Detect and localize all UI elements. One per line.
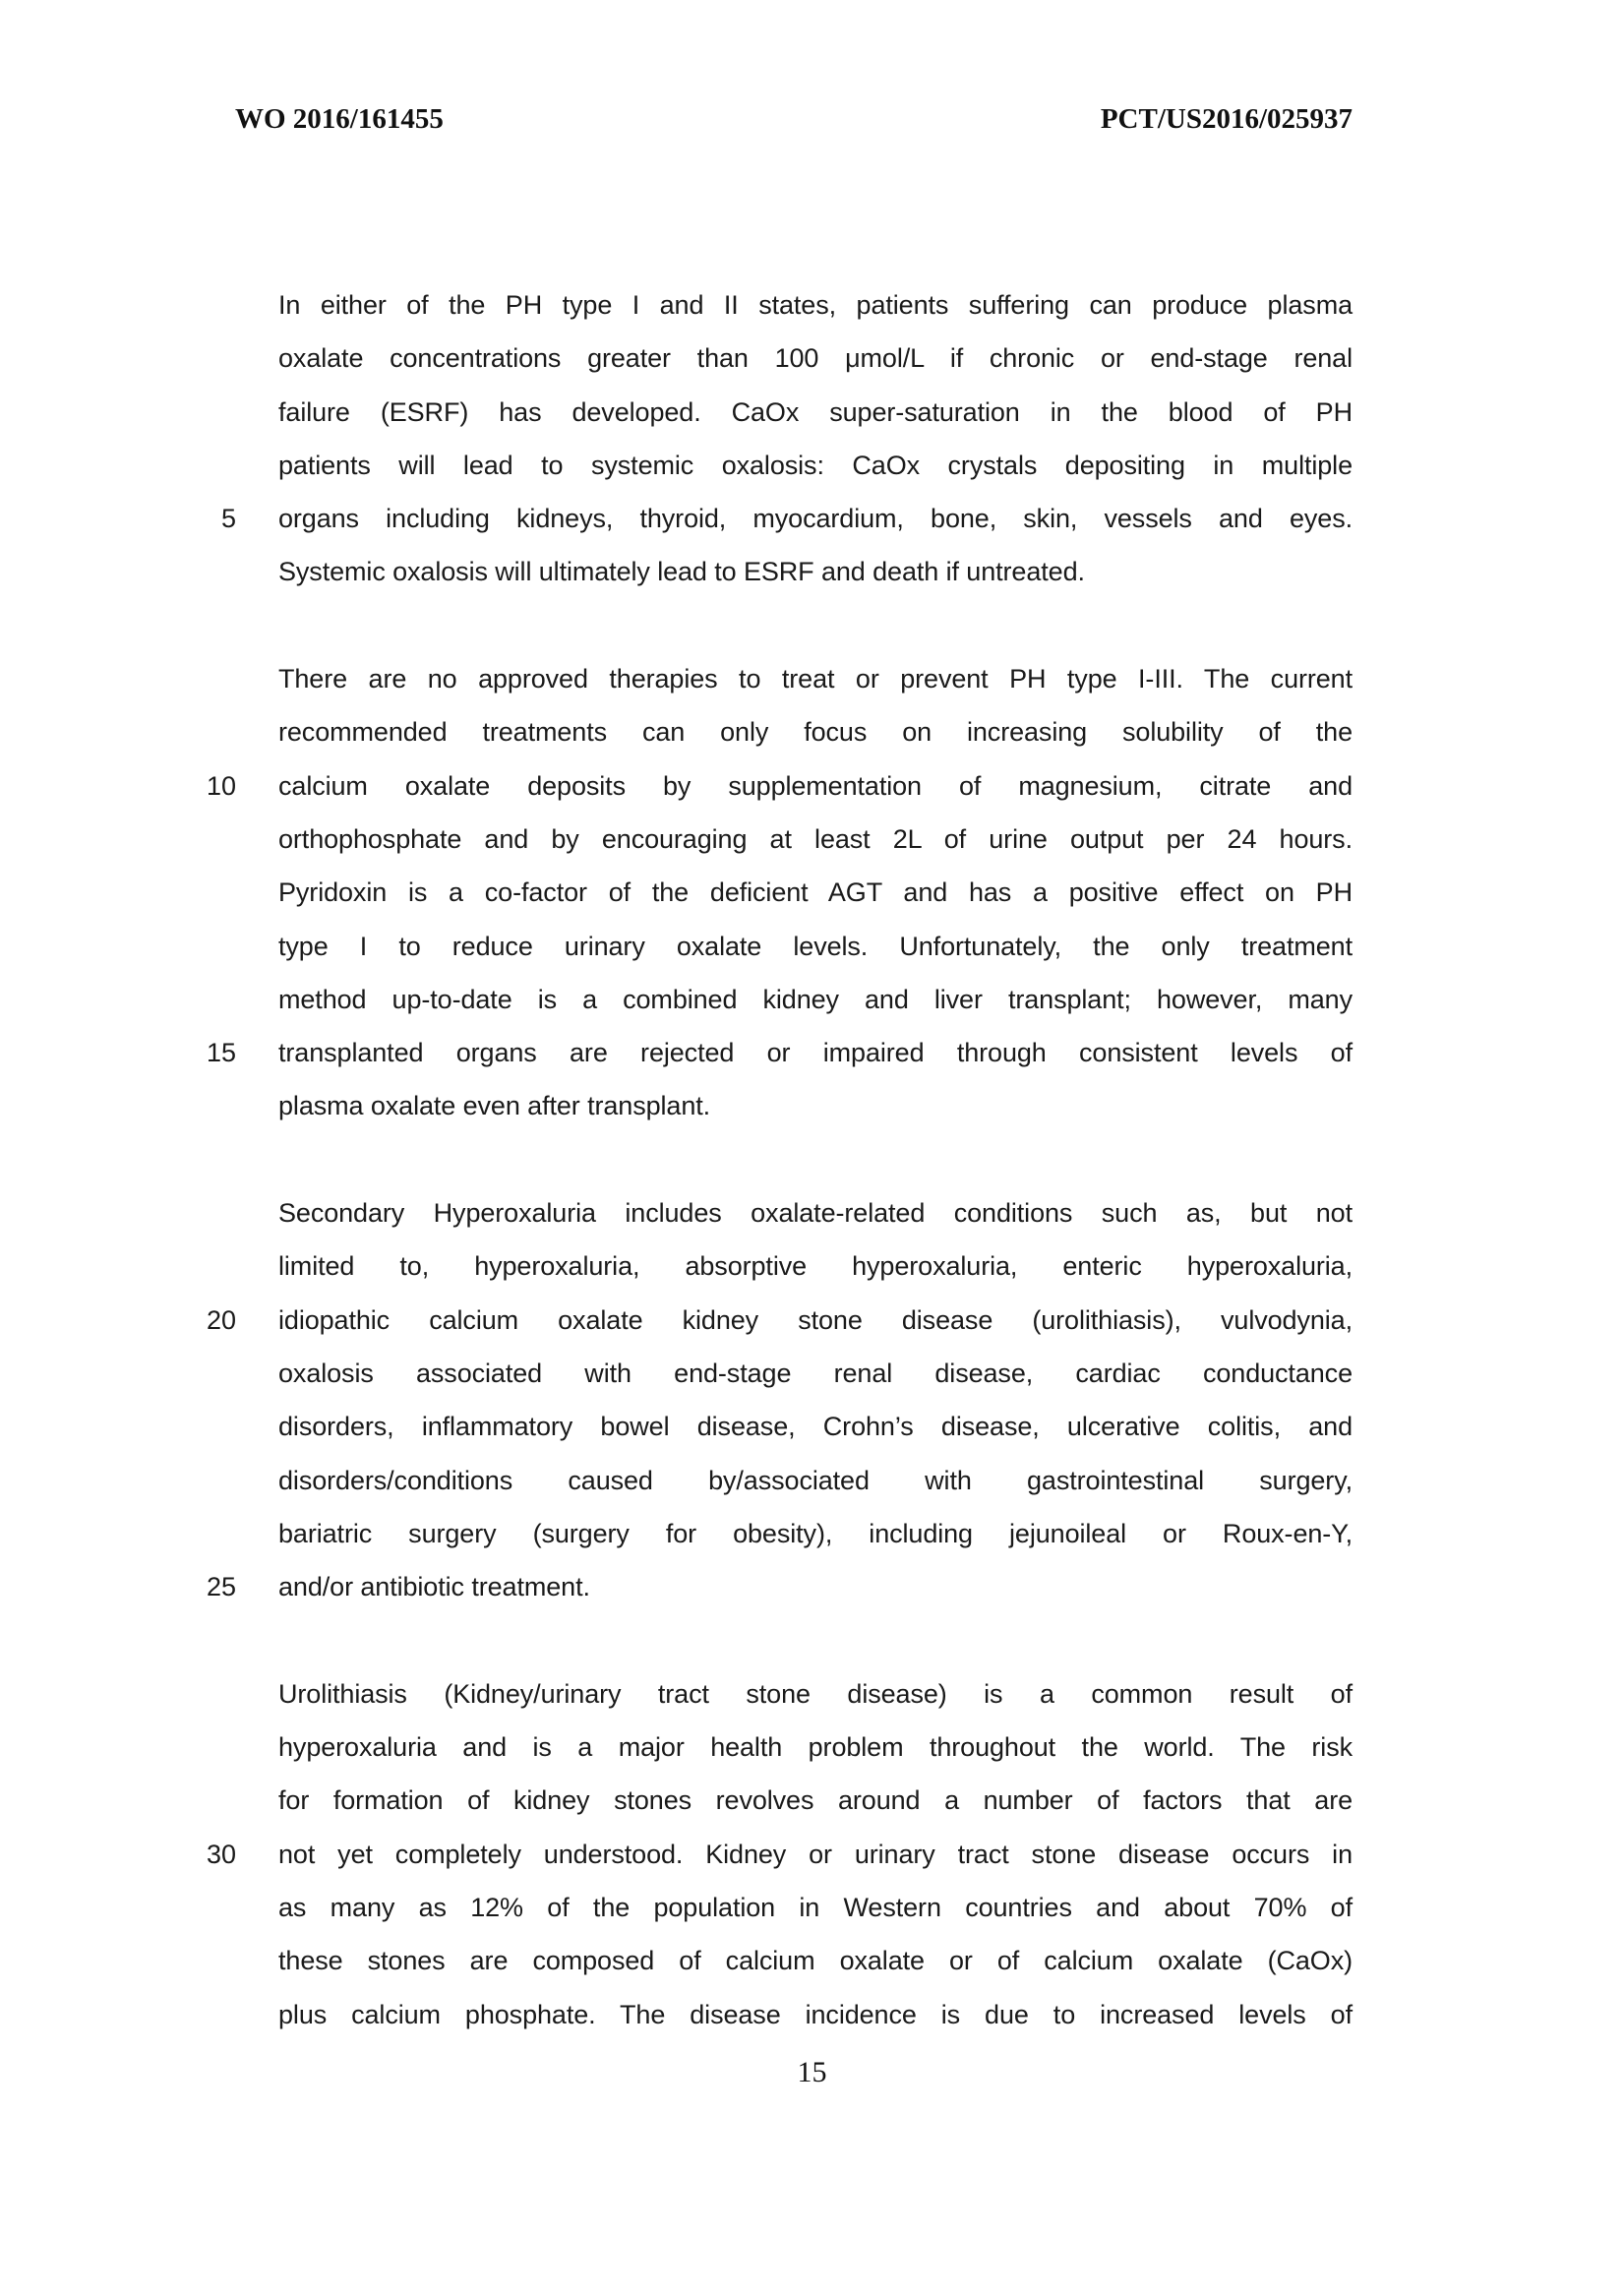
text-row bbox=[0, 278, 1353, 332]
text-line: calcium oxalate deposits by supplementation of magnesium, citrate and bbox=[278, 770, 1353, 801]
document-body bbox=[0, 278, 1353, 2041]
paragraph bbox=[0, 1186, 1353, 1613]
text-line: In either of the PH type I and II states, patients suffering can produce plasma bbox=[278, 290, 1353, 320]
text-row bbox=[0, 545, 1353, 598]
line-number bbox=[0, 973, 236, 1026]
text-row bbox=[0, 920, 1353, 973]
text-line: disorders/conditions caused by/associated with gastrointestinal surgery, bbox=[278, 1465, 1353, 1495]
text-row bbox=[0, 1454, 1353, 1507]
text-row bbox=[0, 759, 1353, 813]
line-number bbox=[0, 545, 236, 598]
text-row bbox=[0, 652, 1353, 705]
text-row bbox=[0, 1881, 1353, 1934]
text-row bbox=[0, 1400, 1353, 1453]
text-row bbox=[0, 1507, 1353, 1560]
line-number bbox=[0, 1079, 236, 1132]
text-line: type I to reduce urinary oxalate levels. Unfortunately, the only treatment bbox=[278, 931, 1353, 961]
paragraph bbox=[0, 652, 1353, 1133]
text-line: transplanted organs are rejected or impaired through consistent levels of bbox=[278, 1038, 1353, 1068]
text-line: for formation of kidney stones revolves around a number of factors that are bbox=[278, 1785, 1353, 1816]
text-row bbox=[0, 1934, 1353, 1987]
line-number bbox=[0, 1400, 236, 1453]
line-number bbox=[0, 1347, 236, 1400]
line-number bbox=[0, 866, 236, 919]
line-number bbox=[0, 1239, 236, 1293]
text-row bbox=[0, 1774, 1353, 1827]
line-number bbox=[0, 705, 236, 758]
text-row bbox=[0, 439, 1353, 492]
text-line: these stones are composed of calcium oxalate or of calcium oxalate (CaOx) bbox=[278, 1946, 1353, 1976]
line-number bbox=[0, 1988, 236, 2041]
text-line: failure (ESRF) has developed. CaOx super-saturation in the blood of PH bbox=[278, 396, 1353, 427]
line-number bbox=[0, 1934, 236, 1987]
text-line: plasma oxalate even after transplant. bbox=[278, 1091, 711, 1121]
text-row bbox=[0, 492, 1353, 545]
text-line: Systemic oxalosis will ultimately lead to ESRF and death if untreated. bbox=[278, 557, 1085, 587]
text-row bbox=[0, 705, 1353, 758]
line-number bbox=[0, 1507, 236, 1560]
text-line: recommended treatments can only focus on increasing solubility of the bbox=[278, 717, 1353, 748]
page-header bbox=[235, 102, 1353, 136]
text-row bbox=[0, 1239, 1353, 1293]
text-row bbox=[0, 1026, 1353, 1079]
text-line: orthophosphate and by encouraging at least 2L of urine output per 24 hours. bbox=[278, 823, 1353, 854]
text-line: Secondary Hyperoxaluria includes oxalate-related conditions such as, but not bbox=[278, 1198, 1353, 1229]
text-row bbox=[0, 1667, 1353, 1721]
text-row bbox=[0, 1721, 1353, 1774]
text-line: idiopathic calcium oxalate kidney stone disease (urolithiasis), vulvodynia, bbox=[278, 1304, 1353, 1335]
line-number: 20 bbox=[206, 1304, 236, 1335]
line-number bbox=[0, 332, 236, 385]
text-line: disorders, inflammatory bowel disease, Crohn’s disease, ulcerative colitis, and bbox=[278, 1412, 1353, 1442]
line-number: 15 bbox=[206, 1038, 236, 1068]
text-line: and/or antibiotic treatment. bbox=[278, 1572, 590, 1602]
text-row bbox=[0, 332, 1353, 385]
text-row bbox=[0, 1347, 1353, 1400]
line-number: 5 bbox=[220, 504, 236, 534]
text-line: method up-to-date is a combined kidney and liver transplant; however, many bbox=[278, 984, 1353, 1014]
line-number bbox=[0, 920, 236, 973]
text-line: hyperoxaluria and is a major health problem throughout the world. The risk bbox=[278, 1732, 1353, 1763]
text-line: patients will lead to systemic oxalosis: CaOx crystals depositing in multiple bbox=[278, 450, 1353, 480]
paragraph bbox=[0, 1667, 1353, 2041]
text-line: as many as 12% of the population in Western countries and about 70% of bbox=[278, 1892, 1353, 1922]
text-row bbox=[0, 1988, 1353, 2041]
text-line: organs including kidneys, thyroid, myocardium, bone, skin, vessels and eyes. bbox=[278, 504, 1353, 534]
text-row bbox=[0, 866, 1353, 919]
text-line: plus calcium phosphate. The disease incidence is due to increased levels of bbox=[278, 1999, 1353, 2029]
line-number: 30 bbox=[206, 1839, 236, 1869]
page-number: 15 bbox=[797, 2056, 827, 2088]
application-number: PCT/US2016/025937 bbox=[1100, 103, 1353, 135]
text-line: limited to, hyperoxaluria, absorptive hyperoxaluria, enteric hyperoxaluria, bbox=[278, 1251, 1353, 1282]
text-row bbox=[0, 386, 1353, 439]
line-number bbox=[0, 1667, 236, 1721]
line-number bbox=[0, 386, 236, 439]
text-line: oxalosis associated with end-stage renal disease, cardiac conductance bbox=[278, 1358, 1353, 1388]
line-number bbox=[0, 439, 236, 492]
text-line: Urolithiasis (Kidney/urinary tract stone disease) is a common result of bbox=[278, 1678, 1353, 1709]
line-number bbox=[0, 1454, 236, 1507]
text-row bbox=[0, 813, 1353, 866]
text-line: There are no approved therapies to treat or prevent PH type I-III. The current bbox=[278, 664, 1353, 695]
line-number bbox=[0, 1774, 236, 1827]
line-number bbox=[0, 1721, 236, 1774]
line-number bbox=[0, 1186, 236, 1239]
text-row bbox=[0, 1079, 1353, 1132]
text-row bbox=[0, 1186, 1353, 1239]
line-number: 10 bbox=[206, 770, 236, 801]
text-row bbox=[0, 1294, 1353, 1347]
text-row bbox=[0, 1560, 1353, 1613]
line-number bbox=[0, 813, 236, 866]
text-line: not yet completely understood. Kidney or urinary tract stone disease occurs in bbox=[278, 1839, 1353, 1869]
text-line: oxalate concentrations greater than 100 μmol/L if chronic or end-stage renal bbox=[278, 343, 1353, 374]
text-line: Pyridoxin is a co-factor of the deficient AGT and has a positive effect on PH bbox=[278, 877, 1353, 908]
paragraph bbox=[0, 278, 1353, 599]
text-line: bariatric surgery (surgery for obesity), including jejunoileal or Roux-en-Y, bbox=[278, 1518, 1353, 1548]
line-number: 25 bbox=[206, 1572, 236, 1602]
text-row bbox=[0, 1828, 1353, 1881]
line-number bbox=[0, 1881, 236, 1934]
publication-number: WO 2016/161455 bbox=[235, 103, 444, 135]
line-number bbox=[0, 652, 236, 705]
line-number bbox=[0, 278, 236, 332]
text-row bbox=[0, 973, 1353, 1026]
